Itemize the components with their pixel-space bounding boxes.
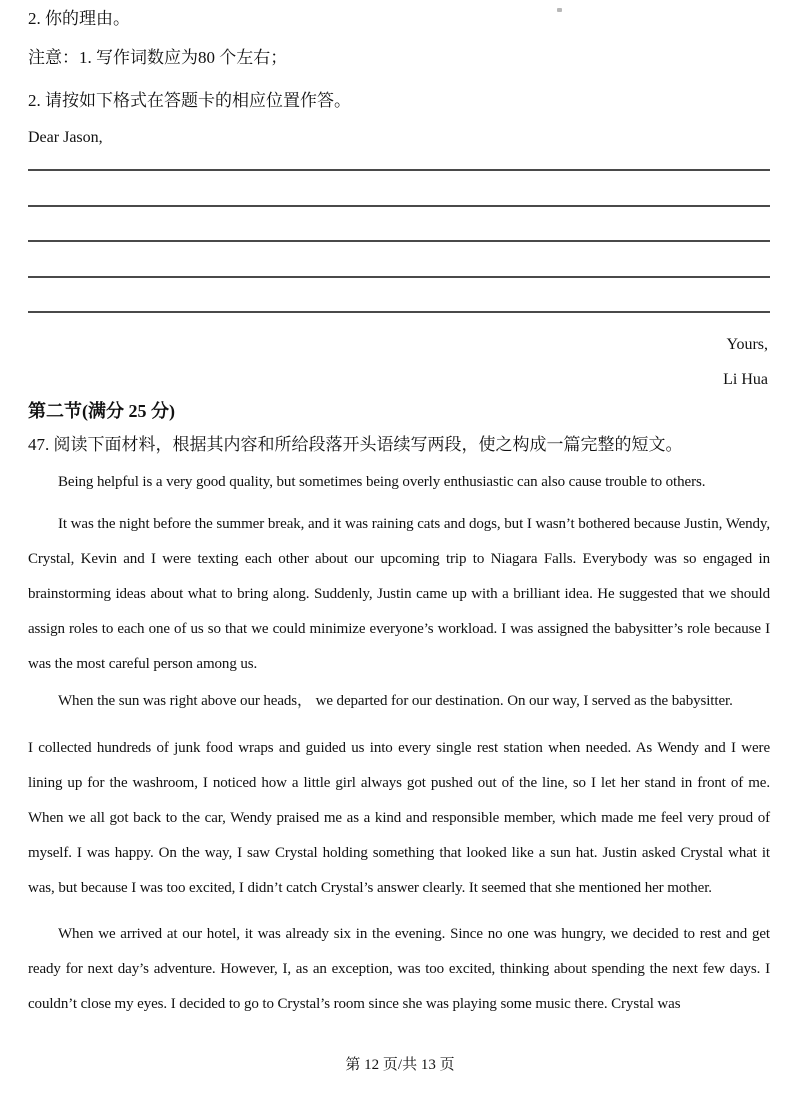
letter-salutation: Dear Jason, — [28, 129, 103, 146]
writing-line — [28, 311, 770, 313]
page-number-footer: 第 12 页/共 13 页 — [345, 1057, 455, 1073]
writing-line — [28, 205, 770, 207]
passage-paragraph: Being helpful is a very good quality, but sometimes being overly enthusiastic can also cause trouble to others. — [58, 474, 706, 490]
writing-line — [28, 169, 770, 171]
signature-block — [28, 334, 770, 391]
prompt-reason-item: 2. 你的理由。 — [28, 9, 130, 28]
passage-paragraph: It was the night before the summer break, and it was raining cats and dogs, but I wasn’t bothered because Justin, Wendy, Crystal, Kevin and I were texting each other about our upcoming trip to Niagara Falls. Everybody was so engaged in brainstorming ideas about what to bring along. Suddenly, Justin came up with a brilliant idea. He suggested that we should assign roles to each one of us so that we could minimize everyone’s workload. I was assigned the babysitter’s role because I was the most careful person among us. — [28, 516, 770, 672]
signature-closing: Yours, — [726, 336, 768, 353]
passage-paragraph: I collected hundreds of junk food wraps and guided us into every single rest station when needed. As Wendy and I were lining up for the washroom, I noticed how a little girl always got pushed out of the line, so I let her stand in front of me. When we all got back to the car, Wendy praised me as a kind and responsible member, which made me feel very proud of myself. I was happy. On the way, I saw Crystal holding something that looked like a sun hat. Justin asked Crystal what it was, but because I was too excited, I didn’t catch Crystal’s answer clearly. It seemed that she mentioned her mother. — [28, 740, 770, 896]
scan-artifact-mark — [557, 8, 562, 12]
writing-line — [28, 240, 770, 242]
prompt-note-line-1: 注意：1. 写作词数应为80 个左右； — [28, 48, 288, 67]
answer-lines — [28, 169, 770, 313]
prompt-note-line-2: 2. 请按如下格式在答题卡的相应位置作答。 — [28, 91, 351, 110]
passage-paragraph: When the sun was right above our heads， we departed for our destination. On our way, I served as the babysitter. — [58, 693, 733, 709]
question-instruction: 47. 阅读下面材料，根据其内容和所给段落开头语续写两段，使之构成一篇完整的短文。 — [28, 435, 683, 454]
writing-line — [28, 276, 770, 278]
passage-paragraph: When we arrived at our hotel, it was already six in the evening. Since no one was hungry, we decided to rest and get ready for next day’s adventure. However, I, as an exception, was too excited, thinking about spending the next few days. I couldn’t close my eyes. I decided to go to Crystal’s room since she was playing some music there. Crystal was — [28, 926, 770, 1012]
signature-name: Li Hua — [723, 371, 768, 388]
passage — [28, 465, 770, 1022]
section-heading: 第二节(满分 25 分) — [28, 401, 175, 421]
